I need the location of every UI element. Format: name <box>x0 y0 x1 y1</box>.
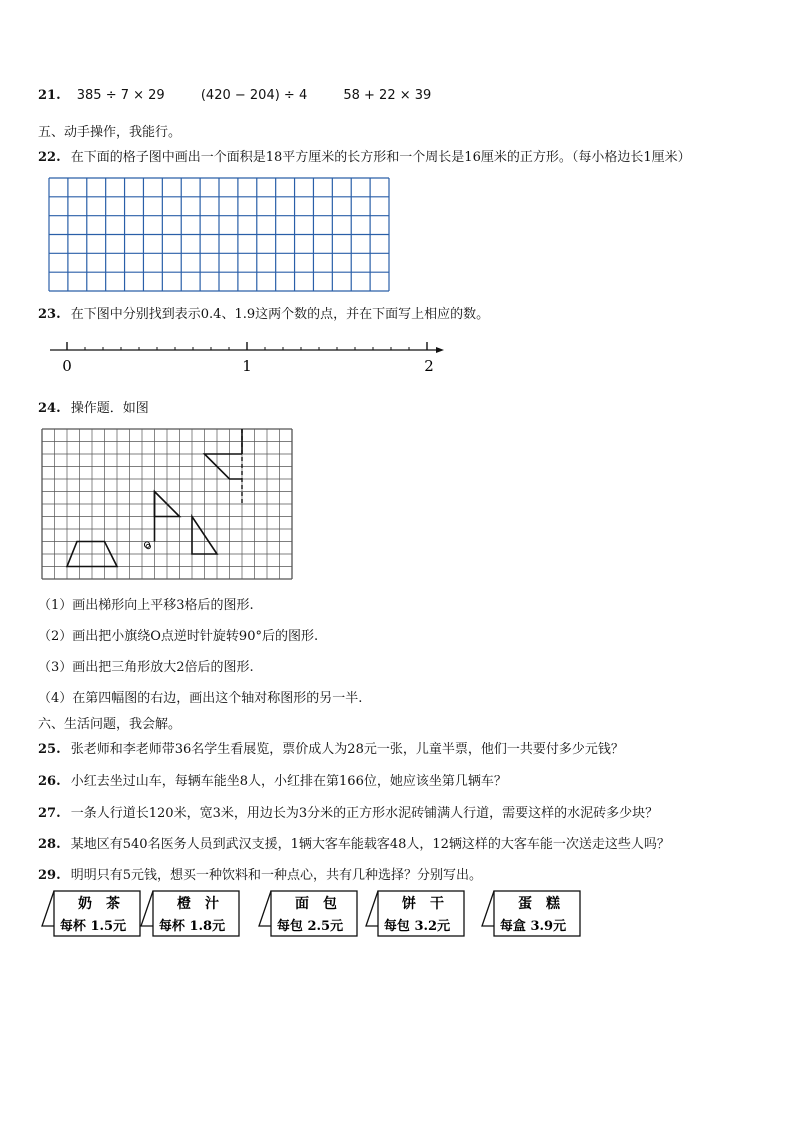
q28 <box>38 833 670 852</box>
q21-expr-2: (420 − 204) ÷ 4 <box>200 88 308 103</box>
price-card-fold <box>366 891 378 926</box>
price-card-price: 每杯 1.5元 <box>59 919 127 934</box>
q27 <box>38 802 658 821</box>
price-card-name: 面 包 <box>295 896 337 912</box>
q25 <box>38 738 624 757</box>
rotation-center-label: O <box>143 541 151 551</box>
q24-sub-4: （4）在第四幅图的右边，画出这个轴对称图形的另一半. <box>38 691 363 706</box>
price-card <box>366 891 464 936</box>
q24-text: 操作题．如图 <box>70 401 149 416</box>
q22-text: 在下面的格子图中画出一个面积是18平方厘米的长方形和一个周长是16厘米的正方形。（每小格边长1厘米） <box>70 150 691 165</box>
section-5-heading: 五、动手操作，我能行。 <box>38 125 182 140</box>
price-card-fold <box>259 891 271 926</box>
q21-expr-1: 385 ÷ 7 × 29 <box>76 88 165 103</box>
q21-number: 21. <box>38 88 61 103</box>
price-card-fold <box>141 891 153 926</box>
q22-grid[interactable] <box>48 177 390 292</box>
number-line-label-1: 1 <box>242 357 252 375</box>
price-card-price: 每杯 1.8元 <box>158 919 226 934</box>
q26 <box>38 770 507 789</box>
price-card-price: 每包 3.2元 <box>383 919 451 934</box>
q22 <box>38 146 691 165</box>
q28-text: 某地区有540名医务人员到武汉支援，1辆大客车能载客48人，12辆这样的大客车能一次送走这些人吗？ <box>70 837 670 852</box>
price-card-fold <box>482 891 494 926</box>
q29 <box>38 864 482 883</box>
number-line-label-0: 0 <box>62 357 72 375</box>
price-card <box>482 891 580 936</box>
q29-number: 29. <box>38 868 61 883</box>
price-card <box>42 891 140 936</box>
q24 <box>38 397 149 416</box>
section-6-heading: 六、生活问题，我会解。 <box>38 717 182 732</box>
q25-number: 25. <box>38 742 61 757</box>
q23-text: 在下图中分别找到表示0.4、1.9这两个数的点，并在下面写上相应的数。 <box>70 307 490 322</box>
q27-text: 一条人行道长120米，宽3米，用边长为3分米的正方形水泥砖铺满人行道，需要这样的水泥砖多少块？ <box>70 806 659 821</box>
q24-sub-3: （3）画出把三角形放大2倍后的图形. <box>38 660 254 675</box>
q21-expr-3: 58 + 22 × 39 <box>343 88 432 103</box>
q27-number: 27. <box>38 806 61 821</box>
q24-sub-1: （1）画出梯形向上平移3格后的图形. <box>38 598 254 613</box>
price-card-name: 奶 茶 <box>78 896 120 912</box>
number-line-arrow <box>436 347 444 353</box>
q26-text: 小红去坐过山车，每辆车能坐8人，小红排在第166位，她应该坐第几辆车？ <box>70 774 507 789</box>
price-card-name: 蛋 糕 <box>518 896 560 912</box>
price-card <box>141 891 239 936</box>
price-card-price: 每包 2.5元 <box>276 919 344 934</box>
q25-text: 张老师和李老师带36名学生看展览，票价成人为28元一张，儿童半票，他们一共要付多少元钱？ <box>70 742 624 757</box>
q24-number: 24. <box>38 401 61 416</box>
number-line-label-2: 2 <box>424 357 434 375</box>
price-card <box>259 891 357 936</box>
q21-expressions <box>77 88 464 103</box>
q21 <box>38 88 463 103</box>
q24-grid[interactable] <box>41 428 293 578</box>
q22-number: 22. <box>38 150 61 165</box>
price-card-name: 饼 干 <box>402 896 444 912</box>
price-card-fold <box>42 891 54 926</box>
q29-text: 明明只有5元钱，想买一种饮料和一种点心，共有几种选择？分别写出。 <box>70 868 483 883</box>
q23-number: 23. <box>38 307 61 322</box>
q28-number: 28. <box>38 837 61 852</box>
q23 <box>38 303 489 322</box>
q23-number-line[interactable] <box>50 340 450 376</box>
q24-sub-2: （2）画出把小旗绕O点逆时针旋转90°后的图形. <box>38 629 319 644</box>
price-card-name: 橙 汁 <box>177 896 219 912</box>
price-cards <box>40 888 585 940</box>
price-card-price: 每盒 3.9元 <box>499 919 567 934</box>
q26-number: 26. <box>38 774 61 789</box>
